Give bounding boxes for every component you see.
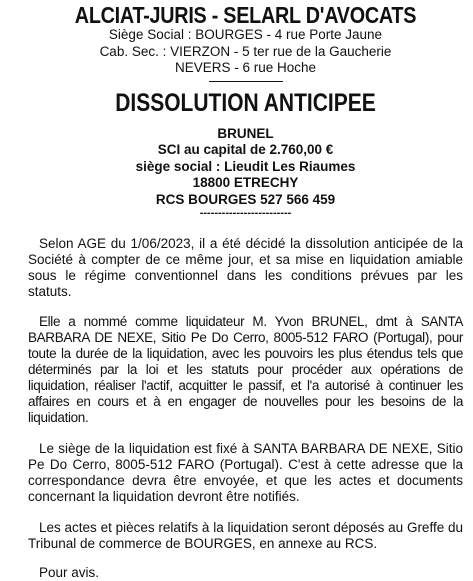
company-block	[28, 126, 463, 220]
firm-name: ALCIAT-JURIS - SELARL D'AVOCATS	[74, 2, 417, 28]
closing-line: Pour avis.	[39, 565, 100, 580]
company-separator: -------------------------	[199, 207, 292, 219]
company-seat: siège social : Lieudit Les Riaumes	[135, 158, 356, 174]
body-paragraph: Les actes et pièces relatifs à la liquidation seront déposés au Greffe du Tribunal de commerce de BOURGES, en annexe au RCS.	[28, 520, 463, 551]
notice-title: DISSOLUTION ANTICIPEE	[115, 88, 376, 117]
company-capital: SCI au capital de 2.760,00 €	[157, 142, 334, 157]
company-rcs: RCS BOURGES 527 566 459	[155, 191, 336, 207]
firm-address-line: Siège Social : BOURGES - 4 rue Porte Jaune	[108, 27, 383, 42]
body-paragraph: Elle a nommé comme liquidateur M. Yvon BRUNEL, dmt à SANTA BARBARA DE NEXE, Sitio Pe Do Cerro, 8005-512 FARO (Portugal), pour toute la durée de la liquidation, avec les pouvoirs les plus étendus tels que déterminés par la loi et les statuts pour procéder aux opérations de liquidation, réaliser l'actif, acquitter le passif, et l'a autorisé à continuer les affaires en cours et à en engager de nouvelles pour les besoins de la liquidation.	[28, 314, 463, 425]
body-paragraph: Le siège de la liquidation est fixé à SANTA BARBARA DE NEXE, Sitio Pe Do Cerro, 8005-512 FARO (Portugal). C'est à cette adresse que la correspondance devra être envoyée, et que les actes et documents concernant la liquidation devront être notifiés.	[28, 441, 463, 504]
firm-address-line: Cab. Sec. : VIERZON - 5 ter rue de la Gaucherie	[99, 43, 392, 59]
company-name: BRUNEL	[217, 125, 274, 141]
header-divider	[209, 81, 283, 82]
body-paragraph: Selon AGE du 1/06/2023, il a été décidé la dissolution anticipée de la Société à compter de ce même jour, et sa mise en liquidation amiable sous le régime conventionnel dans les conditions prévues par les statuts.	[28, 236, 463, 299]
firm-address-line: NEVERS - 6 rue Hoche	[174, 60, 317, 75]
company-postal: 18800 ETRECHY	[192, 175, 299, 190]
